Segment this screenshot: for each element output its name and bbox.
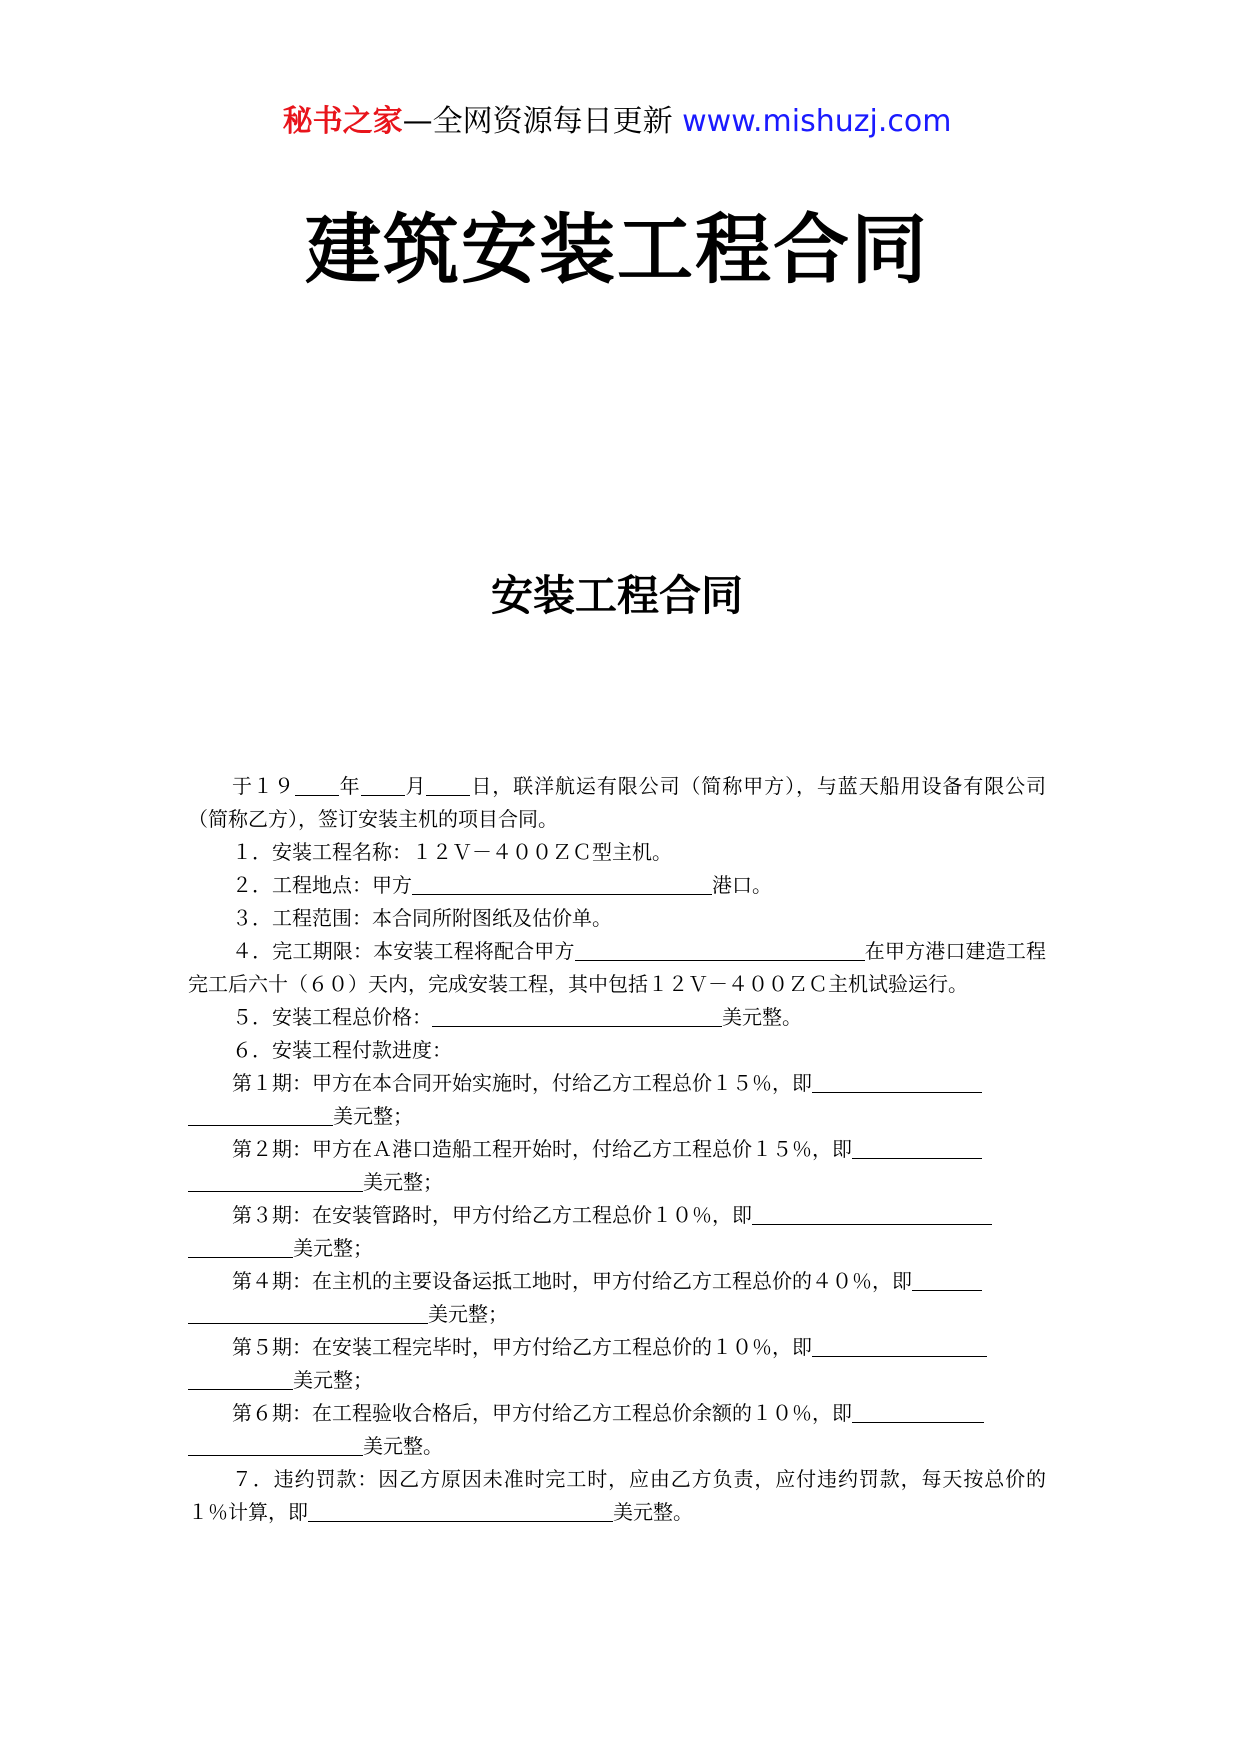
item-5-text-a: ５．安装工程总价格： <box>232 1005 432 1029</box>
item-5-text-b: 美元整。 <box>722 1005 802 1029</box>
item-2-text-b: 港口。 <box>712 873 772 897</box>
phase-3-blank-cont <box>188 1235 293 1258</box>
phase-5-blank-cont <box>188 1367 293 1390</box>
location-blank <box>412 872 712 895</box>
year-blank <box>295 773 339 796</box>
phase-4-blank <box>912 1268 982 1291</box>
phase-4-text: 第４期：在主机的主要设备运抵工地时，甲方付给乙方工程总价的４０％，即 <box>232 1269 912 1293</box>
phase-3-text: 第３期：在安装管路时，甲方付给乙方工程总价１０％，即 <box>232 1203 752 1227</box>
intro-text-d: 日，联洋航运有限公司（简称甲方），与蓝天船用设备有限公司（简称乙方），签订安装主机的项目合同。 <box>188 774 1047 831</box>
phase-2-cont <box>188 1166 1046 1199</box>
item-6: ６．安装工程付款进度： <box>232 1038 452 1062</box>
day-blank <box>426 773 470 796</box>
phase-4 <box>188 1265 1046 1298</box>
phase-5-blank <box>812 1334 987 1357</box>
header-tagline: —全网资源每日更新 <box>402 104 673 139</box>
phase-3-tail: 美元整； <box>293 1236 373 1260</box>
phase-4-cont <box>188 1298 1046 1331</box>
item-7-text-b: 美元整。 <box>613 1500 693 1524</box>
phase-1-blank <box>812 1070 982 1093</box>
phase-1-text: 第１期：甲方在本合同开始实施时，付给乙方工程总价１５％，即 <box>232 1071 812 1095</box>
phase-1-tail: 美元整； <box>333 1104 413 1128</box>
intro-text-c: 月 <box>404 774 427 798</box>
phase-1-cont <box>188 1100 1046 1133</box>
item-1: １．安装工程名称：１２Ｖ－４００ＺＣ型主机。 <box>232 840 672 864</box>
penalty-blank <box>308 1499 613 1522</box>
phase-2-text: 第２期：甲方在Ａ港口造船工程开始时，付给乙方工程总价１５％，即 <box>232 1137 852 1161</box>
item-2 <box>188 869 1046 902</box>
main-title: 建筑安装工程合同 <box>305 205 929 294</box>
phase-2 <box>188 1133 1046 1166</box>
item-4-text-b: 在甲方港口建造工程完工后六十（６０）天内，完成安装工程，其中包括１２Ｖ－４００ＺＣ主机试验运行。 <box>188 939 1047 996</box>
item-3: ３．工程范围：本合同所附图纸及估价单。 <box>232 906 612 930</box>
item-7-text-a: ７．违约罚款：因乙方原因未准时完工时，应由乙方负责，应付违约罚款，每天按总价的１％计算，即 <box>188 1467 1046 1524</box>
phase-3-cont <box>188 1232 1046 1265</box>
phase-3 <box>188 1199 1046 1232</box>
phase-1 <box>188 1067 1046 1100</box>
phase-4-blank-cont <box>188 1301 428 1324</box>
phase-1-blank-cont <box>188 1103 333 1126</box>
site-header <box>0 100 1234 144</box>
contract-body <box>188 770 1046 1529</box>
phase-6-blank-cont <box>188 1433 363 1456</box>
intro-text-a: 于１９ <box>232 774 295 798</box>
phase-6-tail: 美元整。 <box>363 1434 443 1458</box>
phase-2-blank-cont <box>188 1169 363 1192</box>
item-4 <box>188 935 1046 1001</box>
month-blank <box>361 773 405 796</box>
site-url: www.mishuzj.com <box>682 104 952 139</box>
phase-4-tail: 美元整； <box>428 1302 508 1326</box>
brand-name: 秘书之家 <box>282 104 403 139</box>
completion-blank <box>575 938 865 961</box>
total-price-blank <box>432 1004 722 1027</box>
item-5 <box>188 1001 1046 1034</box>
phase-3-blank <box>752 1202 992 1225</box>
intro-text-b: 年 <box>338 774 361 798</box>
phase-5 <box>188 1331 1046 1364</box>
phase-5-text: 第５期：在安装工程完毕时，甲方付给乙方工程总价的１０％，即 <box>232 1335 812 1359</box>
phase-6-text: 第６期：在工程验收合格后，甲方付给乙方工程总价余额的１０％，即 <box>232 1401 852 1425</box>
phase-5-cont <box>188 1364 1046 1397</box>
item-4-text-a: ４．完工期限：本安装工程将配合甲方 <box>232 939 575 963</box>
phase-5-tail: 美元整； <box>293 1368 373 1392</box>
phase-6 <box>188 1397 1046 1430</box>
item-2-text-a: ２．工程地点：甲方 <box>232 873 412 897</box>
item-7 <box>188 1463 1046 1529</box>
intro-paragraph <box>188 770 1046 836</box>
phase-6-blank <box>852 1400 984 1423</box>
phase-2-tail: 美元整； <box>363 1170 443 1194</box>
phase-6-cont <box>188 1430 1046 1463</box>
phase-2-blank <box>852 1136 982 1159</box>
sub-title: 安装工程合同 <box>490 571 743 620</box>
